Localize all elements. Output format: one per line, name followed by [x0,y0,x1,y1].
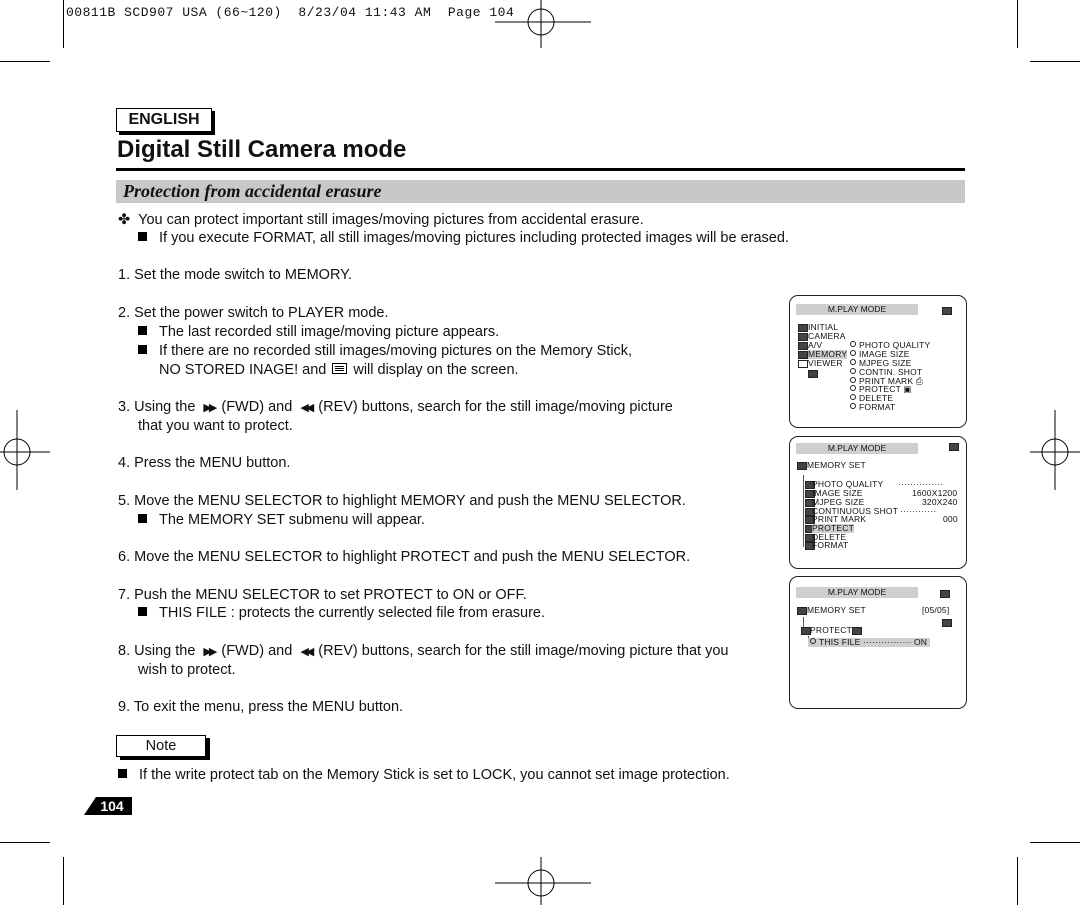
menu-camera-icon [798,333,808,341]
memory-set-heading: MEMORY SET [807,460,866,470]
battery-icon [942,307,952,315]
mode-label: M.PLAY MODE [796,304,918,315]
menu-viewer-icon [798,360,808,368]
cross-bullet-icon: ✤ [118,212,131,228]
step-7: 7. Push the MENU SELECTOR to set PROTECT to ON or OFF. [118,587,527,603]
step-2: 2. Set the power switch to PLAYER mode. [118,305,389,321]
step-8 [118,642,728,661]
battery-icon [949,443,959,451]
crop-mark [0,842,50,843]
step-2-sub [138,323,499,341]
row-continuous-shot-dots: ············ [900,506,937,516]
square-bullet-icon [138,345,147,354]
protect-option[interactable]: THIS FILE ················ [810,638,912,647]
step-2-sub [159,361,519,379]
rev-label: (REV) buttons, search for the still image/moving picture that you [318,643,729,659]
intro-text: You can protect important still images/moving pictures from accidental erasure. [138,212,644,228]
no-stored-image-icon [332,363,347,374]
row-photo-quality[interactable]: PHOTO QUALITY [812,479,884,489]
lock-icon [852,627,862,635]
row-mjpeg-size[interactable]: MJPEG SIZE [812,497,865,507]
menu-item-memory[interactable]: MEMORY [808,349,848,359]
memory-icon [797,462,807,470]
row-image-size[interactable]: IMAGE SIZE [812,488,863,498]
card-icon [808,370,818,378]
rewind-icon: ◀◀ [300,402,312,414]
file-counter: [05/05] [922,605,950,615]
step-2c-post: will display on the screen. [353,362,519,378]
step-8-pre: 8. Using the [118,643,196,659]
submenu-photo-quality[interactable]: PHOTO QUALITY [850,341,930,350]
lock-icon [942,619,952,627]
rev-label: (REV) buttons, search for the still image/moving picture [318,399,673,415]
square-bullet-icon [138,232,147,241]
section-title: Protection from accidental erasure [123,181,382,201]
crop-mark [1030,842,1080,843]
title-rule [116,168,965,171]
crop-mark [1017,0,1018,48]
row-print-mark[interactable]: PRINT MARK [812,514,867,524]
registration-mark-icon [495,0,591,48]
row-protect[interactable]: PROTECT [812,523,855,533]
step-2b-text: If there are no recorded still images/moving pictures on the Memory Stick, [159,343,633,359]
protect-option-value[interactable]: ON [914,637,928,647]
crop-mark [1017,857,1018,905]
step-4: 4. Press the MENU button. [118,455,291,471]
submenu-delete[interactable]: DELETE [850,394,893,403]
square-bullet-icon [138,514,147,523]
fast-forward-icon: ▶▶ [203,646,215,658]
row-print-mark-value: 000 [943,514,958,524]
row-image-size-value: 1600X1200 [912,488,958,498]
step-9: 9. To exit the menu, press the MENU button. [118,699,404,715]
menu-item-av[interactable]: A/V [808,340,823,350]
submenu-mjpeg-size[interactable]: MJPEG SIZE [850,359,912,368]
square-bullet-icon [138,326,147,335]
square-bullet-icon [138,607,147,616]
row-delete[interactable]: DELETE [812,532,847,542]
note-body: If the write protect tab on the Memory Stick is set to LOCK, you cannot set image protection. [139,767,730,783]
row-mjpeg-size-value: 320X240 [922,497,958,507]
note-text [118,766,730,784]
step-5-sub [138,511,425,529]
step-6: 6. Move the MENU SELECTOR to highlight PROTECT and push the MENU SELECTOR. [118,549,691,565]
lock-icon: ▣ [903,384,912,394]
intro-sub-text: If you execute FORMAT, all still images/moving pictures including protected images will be erased. [159,230,789,246]
page-number: 104 [100,798,124,814]
step-1: 1. Set the mode switch to MEMORY. [118,267,352,283]
print-header: 00811B SCD907 USA (66~120) 8/23/04 11:43 AM Page 104 [66,5,515,20]
square-bullet-icon [118,769,127,778]
battery-icon [940,590,950,598]
registration-mark-icon [0,410,50,490]
memory-set-heading: MEMORY SET [807,605,866,615]
registration-mark-icon [495,857,591,905]
step-5a-text: The MEMORY SET submenu will appear. [159,512,425,528]
menu-screen-2 [789,436,967,569]
step-3-pre: 3. Using the [118,399,196,415]
step-7a-text: THIS FILE : protects the currently selected file from erasure. [159,605,546,621]
step-2a-text: The last recorded still image/moving picture appears. [159,324,500,340]
crop-mark [63,857,64,905]
step-2-sub [138,342,632,360]
submenu-format[interactable]: FORMAT [850,403,895,412]
note-label: Note [116,735,206,757]
fast-forward-icon: ▶▶ [203,402,215,414]
menu-screen-3 [789,576,967,709]
crop-mark [63,0,64,48]
menu-memory-icon [798,351,808,359]
menu-item-viewer[interactable]: VIEWER [808,358,843,368]
registration-mark-icon [1030,410,1080,490]
submenu-protect[interactable]: PROTECT ▣ [850,385,912,394]
language-badge: ENGLISH [116,108,212,132]
step-2c-pre: NO STORED INAGE! and [159,362,327,378]
intro-bullet [118,211,644,229]
protect-heading: PROTECT [810,625,853,635]
fwd-label: (FWD) and [221,399,293,415]
mode-label: M.PLAY MODE [796,443,918,454]
step-8b: wish to protect. [138,662,236,678]
row-continuous-shot[interactable]: CONTINUOUS SHOT [812,506,899,516]
memory-icon [797,607,807,615]
menu-screen-1 [789,295,967,428]
submenu-contin-shot[interactable]: CONTIN. SHOT [850,368,922,377]
submenu-image-size[interactable]: IMAGE SIZE [850,350,910,359]
menu-av-icon [798,342,808,350]
menu-item-initial[interactable]: INITIAL [808,322,839,332]
intro-sub [138,229,789,247]
print-icon: ⎙ [915,376,923,386]
submenu-print-mark[interactable]: PRINT MARK ⎙ [850,377,923,386]
step-7-sub [138,604,545,622]
crop-mark [0,61,50,62]
rewind-icon: ◀◀ [300,646,312,658]
row-format[interactable]: FORMAT [812,540,849,550]
crop-mark [1030,61,1080,62]
tree-line [803,475,804,547]
row-photo-quality-dots: ··············· [898,479,944,489]
mode-label: M.PLAY MODE [796,587,918,598]
menu-initial-icon [798,324,808,332]
page-title: Digital Still Camera mode [117,136,407,163]
step-5: 5. Move the MENU SELECTOR to highlight MEMORY and push the MENU SELECTOR. [118,493,686,509]
step-3b: that you want to protect. [138,418,293,434]
menu-item-camera[interactable]: CAMERA [808,331,846,341]
fwd-label: (FWD) and [221,643,293,659]
step-3 [118,398,673,417]
